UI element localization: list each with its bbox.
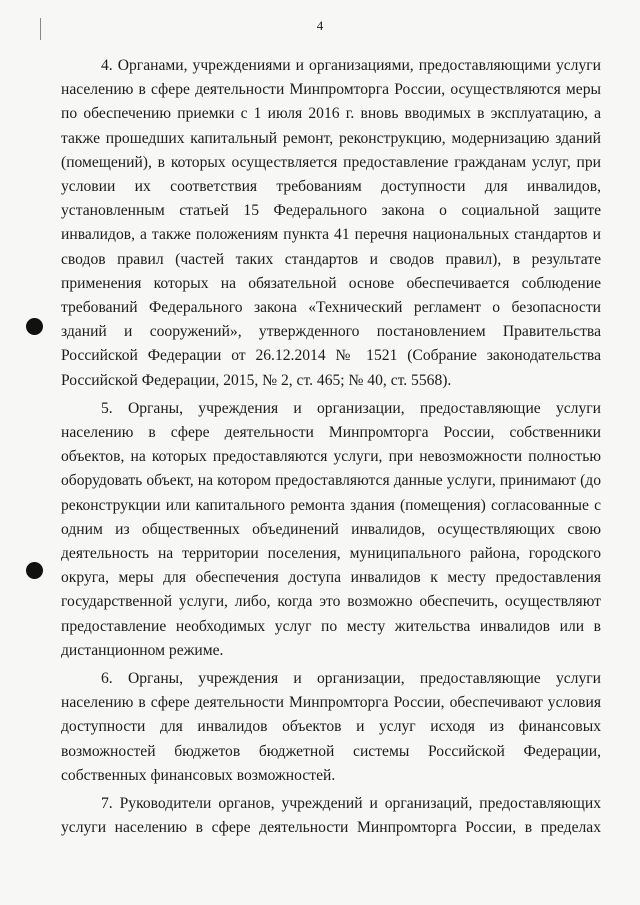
page-number: 4 (316, 18, 324, 33)
paragraph-4: 4. Органами, учреждениями и организациями, предоставляющими услуги населению в сфере деятельности Минпромторга России, осуществляются меры по обеспечению приемки с 1 июля 2016 г. вновь вводимых в эксплуатацию, а также прошедших капитальный ремонт, реконструкцию, модернизацию зданий (помещений), в которых осуществляется предоставление гражданам услуг, при условии их соответствия требованиям доступности для инвалидов, установленным статьей 15 Федерального закона о социальной защите инвалидов, а также положениям пункта 41 перечня национальных стандартов и сводов правил (частей таких стандартов и сводов правил), в результате применения которых на обязательной основе обеспечивается соблюдение требований Федерального закона «Технический регламент о безопасности зданий и сооружений», утвержденного постановлением Правительства Российской Федерации от 26.12.2014 № 1521 (Собрание законодательства Российской Федерации, 2015, № 2, ст. 465; № 40, ст. 5568). (61, 57, 601, 389)
paragraph-6: 6. Органы, учреждения и организации, предоставляющие услуги населению в сфере деятельности Минпромторга России, обеспечивают условия доступности для инвалидов объектов и услуг исходя из финансовых возможностей бюджетов бюджетной системы Российской Федерации, собственных финансовых возможностей. (61, 670, 601, 784)
document-body (61, 54, 601, 845)
paragraph-7: 7. Руководители органов, учреждений и организаций, предоставляющих услуги населению в сфере деятельности Минпромторга России, в пределах (61, 795, 601, 837)
punch-hole-icon (26, 562, 43, 579)
paragraph-5: 5. Органы, учреждения и организации, предоставляющие услуги населению в сфере деятельности Минпромторга России, собственники объектов, на которых предоставляются услуги, при невозможности полностью оборудовать объект, на котором предоставляются данные услуги, принимают (до реконструкции или капитального ремонта здания (помещения) согласованные с одним из общественных объединений инвалидов, осуществляющих свою деятельность на территории поселения, муниципального района, городского округа, меры для обеспечения доступа инвалидов к месту предоставления государственной услуги, либо, когда это возможно обеспечить, осуществляют предоставление необходимых услуг по месту жительства инвалидов или в дистанционном режиме. (61, 399, 601, 659)
punch-hole-icon (26, 318, 43, 335)
